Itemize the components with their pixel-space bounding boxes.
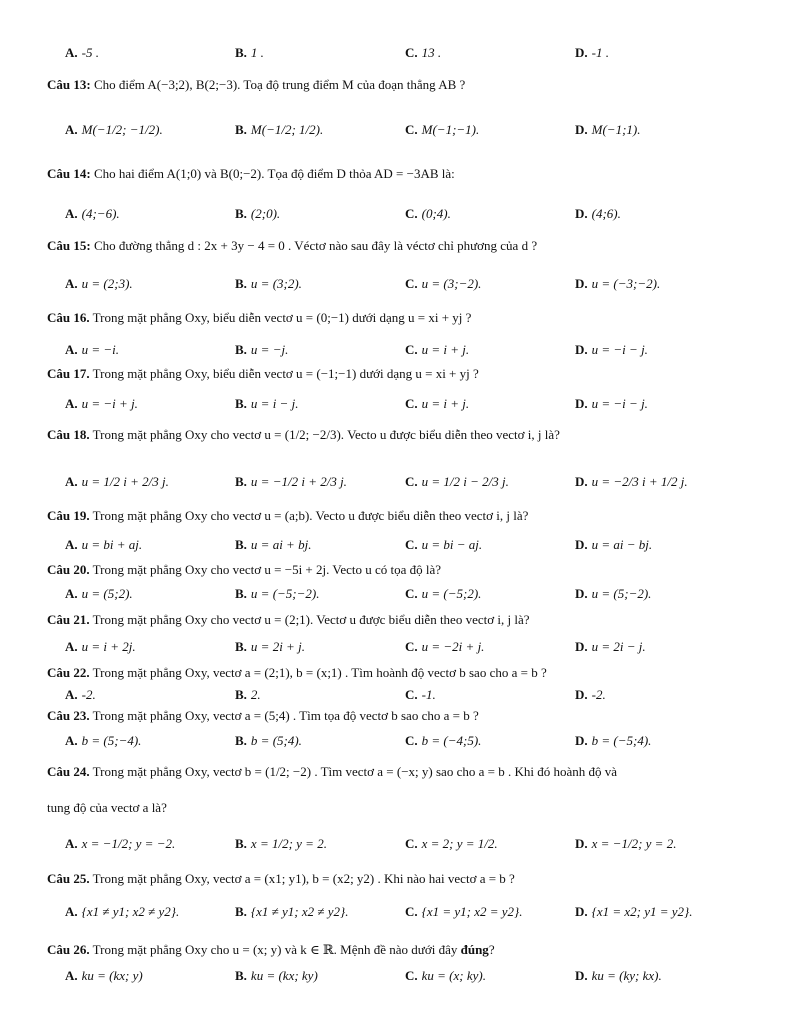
option-d [575, 968, 662, 984]
option-letter: C. [405, 687, 418, 702]
option-d [575, 45, 609, 61]
option-letter: D. [575, 733, 588, 748]
option-letter: C. [405, 586, 418, 601]
option-value: u = (−5;−2). [250, 586, 320, 601]
option-letter: A. [65, 122, 78, 137]
question-number: Câu 15: [47, 238, 91, 253]
option-letter: C. [405, 733, 418, 748]
option-d [575, 836, 676, 852]
option-letter: A. [65, 474, 78, 489]
option-b [235, 342, 288, 358]
option-d [575, 474, 688, 490]
question-body: Trong mặt phẳng Oxy, vectơ b = (1/2; −2) . Tìm vectơ a = (−x; y) sao cho a = b . Khi đó hoành độ và [92, 764, 617, 779]
option-d [575, 206, 621, 222]
question-number: Câu 26. [47, 942, 90, 957]
option-c [405, 968, 486, 984]
option-value: u = −j. [250, 342, 289, 357]
option-letter: A. [65, 836, 78, 851]
option-value: u = i + 2j. [81, 639, 136, 654]
option-d [575, 122, 640, 138]
question-body: Cho hai điểm A(1;0) và B(0;−2). Tọa độ điểm D thỏa AD = −3AB là: [93, 166, 455, 181]
option-a [65, 733, 141, 749]
option-value: u = (−3;−2). [591, 276, 661, 291]
option-letter: A. [65, 968, 78, 983]
option-a [65, 639, 136, 655]
question-text [47, 942, 495, 958]
question-body: Trong mặt phẳng Oxy cho vectơ u = (2;1). Vectơ u được biểu diễn theo vectơ i, j là? [92, 612, 530, 627]
option-letter: B. [235, 733, 247, 748]
question-body: Trong mặt phẳng Oxy, biểu diễn vectơ u = (−1;−1) dưới dạng u = xi + yj ? [92, 366, 479, 381]
option-letter: B. [235, 474, 247, 489]
option-letter: A. [65, 276, 78, 291]
option-letter: A. [65, 396, 78, 411]
option-b [235, 639, 305, 655]
option-value: 1 . [250, 45, 264, 60]
option-d [575, 396, 648, 412]
option-d [575, 276, 660, 292]
option-value: u = bi + aj. [81, 537, 143, 552]
option-value: u = −i + j. [81, 396, 138, 411]
option-letter: D. [575, 968, 588, 983]
option-letter: A. [65, 45, 78, 60]
option-value: u = −2/3 i + 1/2 j. [591, 474, 688, 489]
option-letter: C. [405, 639, 418, 654]
option-letter: C. [405, 122, 418, 137]
question-number: Câu 18. [47, 427, 90, 442]
question-number: Câu 13: [47, 77, 91, 92]
option-c [405, 687, 436, 703]
option-d [575, 537, 652, 553]
option-letter: B. [235, 904, 247, 919]
option-value: ku = (kx; y) [81, 968, 143, 983]
option-a [65, 474, 169, 490]
option-letter: B. [235, 206, 247, 221]
option-value: (4;−6). [81, 206, 120, 221]
option-a [65, 342, 119, 358]
option-letter: D. [575, 276, 588, 291]
option-value: x = 2; y = 1/2. [421, 836, 498, 851]
question-number: Câu 23. [47, 708, 90, 723]
question-text [47, 310, 471, 326]
question-text [47, 238, 537, 254]
option-letter: A. [65, 687, 78, 702]
option-letter: B. [235, 836, 247, 851]
option-letter: A. [65, 586, 78, 601]
option-value: {x1 = y1; x2 = y2}. [421, 904, 523, 919]
option-value: -1. [421, 687, 436, 702]
option-letter: B. [235, 586, 247, 601]
question-number: Câu 20. [47, 562, 90, 577]
question-body: Trong mặt phẳng Oxy cho vectơ u = (1/2; −2/3). Vecto u được biểu diễn theo vectơ i, j là? [92, 427, 560, 442]
question-number: Câu 17. [47, 366, 90, 381]
option-letter: B. [235, 122, 247, 137]
option-c [405, 586, 481, 602]
option-b [235, 836, 327, 852]
option-value: M(−1;−1). [421, 122, 480, 137]
question-text [47, 427, 560, 443]
option-d [575, 639, 646, 655]
option-b [235, 122, 323, 138]
option-b [235, 968, 318, 984]
question-text [47, 764, 617, 780]
option-c [405, 537, 482, 553]
option-value: u = i − j. [250, 396, 299, 411]
option-value: x = 1/2; y = 2. [250, 836, 327, 851]
option-value: -1 . [591, 45, 609, 60]
option-letter: D. [575, 537, 588, 552]
option-value: u = 2i − j. [591, 639, 646, 654]
option-b [235, 206, 280, 222]
option-b [235, 733, 302, 749]
question-number: Câu 24. [47, 764, 90, 779]
question-body: Trong mặt phẳng Oxy, vectơ a = (x1; y1), b = (x2; y2) . Khi nào hai vectơ a = b ? [92, 871, 515, 886]
option-letter: C. [405, 276, 418, 291]
option-d [575, 687, 606, 703]
option-letter: D. [575, 396, 588, 411]
question-text [47, 665, 547, 681]
option-c [405, 474, 509, 490]
option-letter: C. [405, 968, 418, 983]
option-d [575, 586, 651, 602]
option-value: u = (3;2). [250, 276, 302, 291]
option-b [235, 276, 302, 292]
option-value: u = i + j. [421, 342, 470, 357]
option-value: u = 1/2 i + 2/3 j. [81, 474, 169, 489]
question-body: Trong mặt phẳng Oxy, biểu diễn vectơ u = (0;−1) dưới dạng u = xi + yj ? [92, 310, 472, 325]
question-text-continued: tung độ của vectơ a là? [47, 800, 167, 815]
option-value: u = −i. [81, 342, 120, 357]
option-letter: C. [405, 537, 418, 552]
option-letter: D. [575, 206, 588, 221]
option-letter: B. [235, 687, 247, 702]
option-a [65, 45, 99, 61]
option-letter: C. [405, 396, 418, 411]
option-value: u = ai − bj. [591, 537, 653, 552]
option-letter: B. [235, 537, 247, 552]
question-text [47, 366, 479, 382]
option-value: x = −1/2; y = −2. [81, 836, 176, 851]
option-value: u = −2i + j. [421, 639, 485, 654]
emphasis: đúng [460, 942, 489, 957]
option-value: M(−1/2; 1/2). [250, 122, 324, 137]
option-letter: C. [405, 206, 418, 221]
question-text [47, 77, 465, 93]
option-value: u = (−5;2). [421, 586, 482, 601]
option-a [65, 586, 133, 602]
option-value: -5 . [81, 45, 99, 60]
option-value: u = −i − j. [591, 396, 648, 411]
option-c [405, 396, 469, 412]
option-value: b = (5;4). [250, 733, 302, 748]
option-a [65, 206, 120, 222]
question-text [47, 612, 529, 628]
option-value: x = −1/2; y = 2. [591, 836, 677, 851]
question-body: Trong mặt phẳng Oxy, vectơ a = (5;4) . Tìm tọa độ vectơ b sao cho a = b ? [92, 708, 479, 723]
question-number: Câu 19. [47, 508, 90, 523]
option-letter: C. [405, 474, 418, 489]
option-b [235, 586, 319, 602]
option-value: -2. [81, 687, 96, 702]
option-value: -2. [591, 687, 606, 702]
option-c [405, 836, 498, 852]
option-value: ku = (kx; ky) [250, 968, 318, 983]
option-c [405, 904, 523, 920]
option-letter: C. [405, 904, 418, 919]
question-number: Câu 21. [47, 612, 90, 627]
option-letter: D. [575, 474, 588, 489]
option-letter: D. [575, 904, 588, 919]
option-b [235, 474, 347, 490]
option-value: b = (5;−4). [81, 733, 142, 748]
option-value: 13 . [421, 45, 442, 60]
question-text [47, 508, 528, 524]
option-b [235, 904, 349, 920]
option-d [575, 904, 693, 920]
option-value: u = bi − aj. [421, 537, 483, 552]
option-value: ku = (ky; kx). [591, 968, 662, 983]
option-value: u = (5;2). [81, 586, 133, 601]
option-letter: A. [65, 342, 78, 357]
question-end: ? [488, 942, 495, 957]
option-value: b = (−5;4). [591, 733, 652, 748]
question-text [47, 871, 515, 887]
option-letter: D. [575, 342, 588, 357]
option-letter: A. [65, 639, 78, 654]
question-number: Câu 16. [47, 310, 90, 325]
option-value: u = (2;3). [81, 276, 133, 291]
option-c [405, 45, 441, 61]
option-value: u = 2i + j. [250, 639, 305, 654]
option-a [65, 537, 142, 553]
option-b [235, 537, 311, 553]
option-letter: A. [65, 537, 78, 552]
option-value: u = 1/2 i − 2/3 j. [421, 474, 509, 489]
option-c [405, 639, 484, 655]
option-value: (2;0). [250, 206, 281, 221]
option-d [575, 342, 648, 358]
option-value: u = i + j. [421, 396, 470, 411]
option-letter: C. [405, 836, 418, 851]
option-letter: D. [575, 639, 588, 654]
option-b [235, 45, 264, 61]
option-b [235, 396, 298, 412]
question-body: Trong mặt phẳng Oxy cho vectơ u = (a;b). Vecto u được biểu diễn theo vectơ i, j là? [92, 508, 529, 523]
question-body: Trong mặt phẳng Oxy, vectơ a = (2;1), b = (x;1) . Tìm hoành độ vectơ b sao cho a = b ? [92, 665, 547, 680]
option-value: M(−1/2; −1/2). [81, 122, 163, 137]
option-value: u = (5;−2). [591, 586, 652, 601]
option-a [65, 122, 163, 138]
option-letter: D. [575, 45, 588, 60]
option-letter: C. [405, 342, 418, 357]
option-letter: C. [405, 45, 418, 60]
option-b [235, 687, 261, 703]
option-d [575, 733, 651, 749]
question-body: Trong mặt phẳng Oxy cho vectơ u = −5i + 2j. Vecto u có tọa độ là? [92, 562, 442, 577]
option-value: u = ai + bj. [250, 537, 312, 552]
option-letter: B. [235, 968, 247, 983]
option-a [65, 904, 179, 920]
option-c [405, 122, 479, 138]
option-value: ku = (x; ky). [421, 968, 486, 983]
question-number: Câu 25. [47, 871, 90, 886]
option-value: 2. [250, 687, 261, 702]
option-value: (4;6). [591, 206, 621, 221]
option-letter: A. [65, 733, 78, 748]
option-a [65, 687, 96, 703]
question-body: Cho điểm A(−3;2), B(2;−3). Toạ độ trung điểm M của đoạn thẳng AB ? [93, 77, 466, 92]
option-c [405, 733, 481, 749]
option-letter: B. [235, 342, 247, 357]
option-value: M(−1;1). [591, 122, 641, 137]
option-letter: A. [65, 904, 78, 919]
question-body: Cho đường thẳng d : 2x + 3y − 4 = 0 . Véctơ nào sau đây là véctơ chỉ phương của d ? [93, 238, 538, 253]
option-letter: D. [575, 687, 588, 702]
question-number: Câu 14: [47, 166, 91, 181]
option-letter: D. [575, 836, 588, 851]
option-letter: B. [235, 639, 247, 654]
option-letter: D. [575, 122, 588, 137]
option-a [65, 968, 143, 984]
option-c [405, 206, 451, 222]
option-value: u = −i − j. [591, 342, 648, 357]
question-text [47, 562, 441, 578]
option-a [65, 396, 138, 412]
option-c [405, 342, 469, 358]
question-text [47, 166, 455, 182]
option-value: u = −1/2 i + 2/3 j. [250, 474, 347, 489]
option-value: {x1 ≠ y1; x2 ≠ y2}. [250, 904, 349, 919]
option-value: (0;4). [421, 206, 451, 221]
option-c [405, 276, 481, 292]
option-letter: D. [575, 586, 588, 601]
option-letter: B. [235, 276, 247, 291]
option-value: {x1 ≠ y1; x2 ≠ y2}. [81, 904, 180, 919]
option-a [65, 276, 133, 292]
option-letter: B. [235, 45, 247, 60]
option-letter: A. [65, 206, 78, 221]
option-value: u = (3;−2). [421, 276, 482, 291]
option-a [65, 836, 175, 852]
question-body: Trong mặt phẳng Oxy cho u = (x; y) và k ∈ ℝ. Mệnh đề nào dưới đây [92, 942, 458, 957]
question-number: Câu 22. [47, 665, 90, 680]
question-text [47, 708, 479, 724]
option-value: b = (−4;5). [421, 733, 482, 748]
option-letter: B. [235, 396, 247, 411]
option-value: {x1 = x2; y1 = y2}. [591, 904, 693, 919]
